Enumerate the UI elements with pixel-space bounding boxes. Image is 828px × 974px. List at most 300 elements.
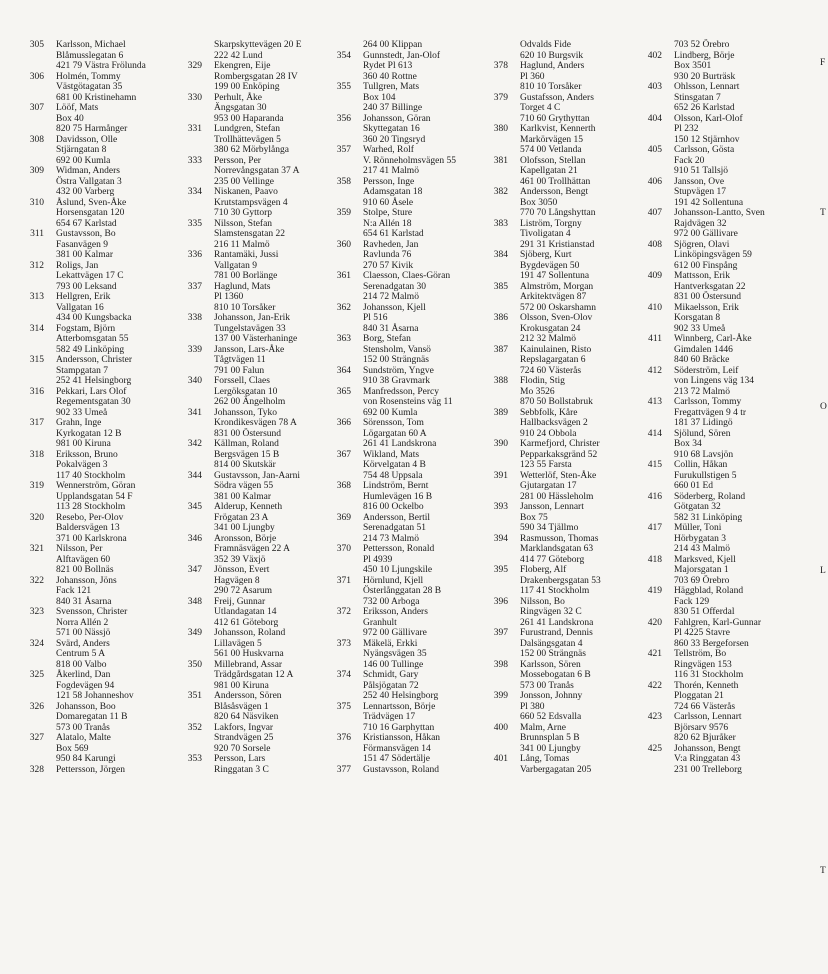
entry-street-address: Utlandagatan 14	[214, 607, 277, 617]
entry-street-address: Dalsängsgatan 4	[520, 638, 583, 649]
entry-postal-address: 572 00 Oskarshamn	[520, 302, 596, 313]
entry-name: Persson, Per	[214, 155, 261, 166]
continued-entry	[640, 40, 790, 51]
entry-number: 376	[336, 733, 351, 743]
directory-entry	[22, 166, 172, 198]
entry-number: 368	[336, 481, 351, 491]
directory-entry	[329, 114, 479, 146]
entry-name: Carlsson, Lennart	[674, 712, 742, 722]
entry-name: Johansson, Jöns	[56, 575, 117, 586]
entry-name: Lennartsson, Börje	[363, 701, 436, 712]
entry-name: Andersson, Sören	[214, 691, 282, 701]
entry-number: 385	[493, 281, 508, 292]
entry-postal-address: 235 00 Vellinge	[214, 176, 274, 187]
entry-postal-address: 461 00 Trollhättan	[520, 176, 591, 187]
entry-postal-address: 261 41 Landskrona	[520, 617, 594, 628]
directory-entry	[486, 124, 636, 156]
entry-street-address: Rombergsgatan 28 IV	[214, 71, 298, 82]
entry-name: Flodin, Stig	[520, 376, 565, 386]
entry-number: 383	[493, 218, 508, 229]
entry-name: Gustavsson, Bo	[56, 229, 116, 239]
entry-number: 339	[187, 344, 202, 355]
entry-number: 403	[647, 82, 662, 92]
directory-entry	[329, 702, 479, 734]
entry-postal-address: 710 60 Grythyttan	[520, 113, 590, 124]
directory-entry	[640, 114, 790, 146]
entry-number: 319	[29, 481, 44, 491]
entry-postal-address: 270 57 Kivik	[363, 260, 414, 271]
entry-name: Furustrand, Dennis	[520, 628, 593, 638]
entry-name: Åslund, Sven-Åke	[56, 197, 127, 208]
directory-entry	[22, 576, 172, 608]
entry-number: 358	[336, 176, 351, 187]
directory-entry	[640, 460, 790, 492]
entry-postal-address: 261 41 Landskrona	[363, 439, 437, 449]
entry-postal-address: 820 64 Näsviken	[214, 712, 279, 722]
entry-name: Wikland, Mats	[363, 449, 420, 460]
entry-postal-address: 121 58 Johanneshov	[56, 691, 134, 701]
directory-entry	[486, 219, 636, 251]
entry-postal-address: 972 00 Gällivare	[363, 628, 427, 638]
entry-number: 317	[29, 418, 44, 428]
entry-name: Eriksson, Bruno	[56, 449, 118, 460]
entry-street-address: Adamsgatan 18	[363, 187, 423, 197]
entry-number: 398	[493, 659, 508, 670]
entry-street-address: Brunnsplan 5 B	[520, 733, 580, 743]
entry-postal-address: 981 00 Kiruna	[214, 680, 269, 691]
directory-entry	[486, 691, 636, 723]
entry-name: Andersson, Bertil	[363, 512, 431, 523]
directory-entry	[180, 187, 330, 219]
entry-name: Collin, Håkan	[674, 460, 728, 470]
entry-street-address: Blåmusslegatan 6	[56, 50, 124, 61]
entry-name: Olsson, Karl-Olof	[674, 113, 743, 124]
directory-entry	[486, 187, 636, 219]
directory-entry	[180, 282, 330, 314]
directory-entry	[180, 565, 330, 597]
entry-street-address: Pl 380	[520, 701, 545, 712]
entry-name: Borg, Stefan	[363, 334, 411, 344]
directory-entry	[640, 82, 790, 114]
entry-postal-address: 290 72 Asarum	[214, 586, 273, 596]
entry-number: 417	[647, 523, 662, 533]
entry-street-address: Norra Allén 2	[56, 617, 109, 628]
entry-postal-address: 561 00 Huskvarna	[214, 649, 284, 659]
entry-postal-address: 910 51 Tallsjö	[674, 166, 729, 176]
entry-number: 324	[29, 638, 44, 649]
directory-entry	[640, 523, 790, 555]
entry-number: 331	[187, 124, 202, 134]
directory-entry	[180, 597, 330, 629]
entry-street-address: Skyttegatan 16	[363, 124, 420, 134]
entry-street-address: Humlevägen 16 B	[363, 491, 433, 502]
entry-name: Källman, Roland	[214, 439, 279, 449]
entry-number: 344	[187, 470, 202, 481]
entry-number: 342	[187, 439, 202, 449]
directory-entry	[486, 313, 636, 345]
directory-entry	[640, 429, 790, 461]
entry-number: 412	[647, 365, 662, 376]
entry-name: Johansson, Bengt	[674, 743, 741, 754]
entry-name: Lindberg, Börje	[674, 50, 735, 61]
entry-postal-address: 930 20 Burträsk	[674, 71, 736, 82]
entry-street-address: Pokalvägen 3	[56, 460, 108, 470]
entry-street-address: Serenadgatan 51	[363, 523, 427, 533]
entry-name: Gustavsson, Roland	[363, 764, 439, 775]
entry-postal-address: 710 16 Garphyttan	[363, 722, 435, 733]
entry-postal-address: 214 73 Malmö	[363, 533, 419, 544]
entry-postal-address: 123 55 Farsta	[520, 460, 572, 470]
entry-street-address: Domaregatan 11 B	[56, 712, 128, 722]
entry-street-address: Horsensgatan 120	[56, 208, 125, 218]
entry-line: Skarpskyttevägen 20 E	[214, 40, 302, 50]
entry-name: Resebo, Per-Olov	[56, 512, 124, 523]
entry-street-address: Trädvägen 17	[363, 712, 416, 722]
entry-street-address: Box 3501	[674, 61, 712, 71]
entry-name: Rasmusson, Thomas	[520, 533, 599, 544]
entry-street-address: Marklandsgatan 63	[520, 544, 594, 554]
entry-street-address: Hantverksgatan 22	[674, 281, 746, 292]
entry-postal-address: 421 79 Västra Frölunda	[56, 61, 146, 71]
entry-street-address: Drakenbergsgatan 53	[520, 575, 601, 586]
entry-name: Lindström, Bernt	[363, 481, 429, 491]
entry-name: Fahlgren, Karl-Gunnar	[674, 617, 762, 628]
entry-street-address: Norrevångsgatan 37 A	[214, 166, 300, 176]
entry-postal-address: 840 60 Bräcke	[674, 355, 730, 365]
entry-name: Ekengren, Eije	[214, 61, 271, 71]
edge-fragment: T	[820, 208, 826, 218]
directory-entry	[329, 513, 479, 545]
entry-postal-address: 113 28 Stockholm	[56, 502, 126, 512]
entry-name: Karlkvist, Kennerth	[520, 124, 596, 134]
entry-number: 309	[29, 166, 44, 176]
entry-number: 336	[187, 250, 202, 260]
directory-entry	[180, 250, 330, 282]
entry-name: Johansson, Tyko	[214, 407, 278, 418]
directory-entry	[486, 93, 636, 125]
entry-number: 397	[493, 628, 508, 638]
entry-name: Söderström, Leif	[674, 365, 739, 376]
entry-street-address: Centrum 5 A	[56, 649, 106, 659]
entry-name: Liström, Torgny	[520, 218, 582, 229]
entry-number: 347	[187, 565, 202, 575]
entry-number: 382	[493, 187, 508, 197]
entry-number: 406	[647, 176, 662, 187]
directory-entry	[486, 156, 636, 188]
entry-street-address: Box 40	[56, 113, 84, 124]
entry-postal-address: 810 10 Torsåker	[214, 302, 276, 313]
directory-entry	[329, 733, 479, 765]
entry-name: Grahn, Inge	[56, 418, 102, 428]
entry-name: Johansson, Boo	[56, 701, 116, 712]
entry-street-address: Lögargatan 60 A	[363, 428, 427, 439]
entry-number: 310	[29, 197, 44, 208]
continued-entry	[329, 40, 479, 51]
entry-name: Müller, Toni	[674, 523, 722, 533]
entry-name: Mikaelsson, Erik	[674, 302, 739, 313]
entry-postal-address: 291 31 Kristianstad	[520, 239, 595, 250]
entry-postal-address: 191 42 Sollentuna	[674, 197, 744, 208]
entry-number: 334	[187, 187, 202, 197]
entry-name: Olofsson, Stellan	[520, 155, 586, 166]
entry-postal-address: 450 10 Ljungskile	[363, 565, 433, 575]
directory-entry	[22, 418, 172, 450]
entry-name: Warhed, Rolf	[363, 145, 414, 155]
directory-entry	[22, 513, 172, 545]
entry-name: Marksved, Kjell	[674, 554, 736, 565]
entry-number: 405	[647, 145, 662, 155]
entry-street-address: Pepparkaksgränd 52	[520, 449, 598, 460]
entry-number: 404	[647, 113, 662, 124]
entry-number: 330	[187, 92, 202, 103]
entry-street-address: Bygdevägen 50	[520, 260, 580, 271]
entry-street-address: Körvelgatan 4 B	[363, 460, 426, 470]
entry-street-address: Gjutargatan 17	[520, 481, 577, 491]
entry-name: Thorén, Kenneth	[674, 680, 739, 691]
entry-number: 321	[29, 544, 44, 554]
entry-number: 345	[187, 502, 202, 512]
directory-entry	[329, 51, 479, 83]
entry-street-address: von Rosensteins väg 11	[363, 397, 453, 407]
entry-number: 375	[336, 701, 351, 712]
entry-street-address: Baldersvägen 13	[56, 523, 120, 533]
entry-postal-address: 214 43 Malmö	[674, 544, 730, 554]
entry-line: 703 52 Örebro	[674, 40, 730, 50]
directory-entry	[22, 292, 172, 324]
entry-postal-address: 681 00 Kristinehamn	[56, 92, 137, 103]
entry-number: 352	[187, 722, 202, 733]
entry-number: 325	[29, 670, 44, 680]
entry-name: Jansson, Lennart	[520, 502, 584, 512]
entry-name: Häggblad, Roland	[674, 586, 744, 596]
entry-name: Freij, Gunnar	[214, 596, 266, 607]
entry-number: 307	[29, 103, 44, 113]
entry-street-address: Stinsgatan 7	[674, 92, 721, 103]
entry-number: 410	[647, 302, 662, 313]
entry-number: 305	[29, 40, 44, 50]
entry-street-address: von Lingens väg 134	[674, 376, 754, 386]
directory-entry	[329, 366, 479, 387]
entry-street-address: Bergsvägen 15 B	[214, 449, 280, 460]
directory-entry	[22, 40, 172, 72]
entry-number: 413	[647, 397, 662, 407]
directory-entry	[329, 82, 479, 114]
entry-number: 387	[493, 344, 508, 355]
entry-postal-address: 574 00 Vetlanda	[520, 145, 582, 155]
entry-street-address: Box 3050	[520, 197, 558, 208]
entry-postal-address: 582 49 Linköping	[56, 344, 125, 355]
entry-name: Manfredsson, Percy	[363, 386, 439, 397]
directory-entry	[329, 334, 479, 366]
directory-entry	[22, 607, 172, 639]
continued-entry	[180, 40, 330, 61]
entry-postal-address: 910 38 Gravmark	[363, 376, 431, 386]
entry-number: 311	[30, 229, 44, 239]
entry-postal-address: 341 00 Ljungby	[520, 743, 581, 754]
entry-postal-address: 240 37 Billinge	[363, 103, 423, 113]
entry-number: 415	[647, 460, 662, 470]
entry-street-address: Pl 4939	[363, 554, 393, 565]
entry-postal-address: 870 50 Bollstabruk	[520, 397, 593, 407]
entry-street-address: Stampgatan 7	[56, 365, 108, 376]
directory-entry	[180, 376, 330, 408]
entry-name: Lakfors, Ingvar	[214, 722, 274, 733]
directory-entry	[640, 240, 790, 272]
column-4	[486, 40, 636, 775]
entry-number: 370	[336, 544, 351, 554]
entry-number: 357	[336, 145, 351, 155]
entry-street-address: Krokusgatan 24	[520, 323, 581, 334]
entry-number: 366	[336, 418, 351, 428]
entry-name: Gunnstedt, Jan-Olof	[363, 50, 441, 61]
entry-postal-address: 920 70 Sorsele	[214, 743, 271, 754]
entry-name: Sjögren, Olavi	[674, 239, 730, 250]
entry-number: 390	[493, 439, 508, 449]
entry-name: Johansson, Jan-Erik	[214, 313, 290, 323]
entry-name: Persson, Inge	[363, 176, 415, 187]
entry-name: Gustavsson, Jan-Aarni	[214, 470, 301, 481]
entry-postal-address: 770 70 Långshyttan	[520, 208, 596, 218]
entry-street-address: Ringvägen 153	[674, 659, 732, 670]
directory-entry	[329, 208, 479, 240]
directory-entry	[22, 387, 172, 419]
entry-name: Hörnlund, Kjell	[363, 575, 424, 586]
directory-entry	[22, 135, 172, 167]
entry-name: Persson, Lars	[214, 754, 266, 764]
entry-street-address: Rajdvägen 32	[674, 218, 727, 229]
entry-number: 354	[336, 50, 351, 61]
entry-street-address: Strandvägen 25	[214, 733, 274, 743]
entry-postal-address: 216 11 Malmö	[214, 239, 270, 250]
entry-postal-address: 116 31 Stockholm	[674, 670, 744, 680]
entry-number: 420	[647, 617, 662, 628]
entry-line: Odvalds Fide	[520, 40, 571, 50]
directory-entry	[486, 345, 636, 377]
entry-number: 381	[493, 155, 508, 166]
directory-entry	[329, 544, 479, 576]
entry-number: 364	[336, 365, 351, 376]
directory-entry	[180, 691, 330, 723]
entry-postal-address: 612 00 Finspång	[674, 260, 738, 271]
entry-street-address: Stupvägen 17	[674, 187, 726, 197]
entry-postal-address: 214 72 Malmö	[363, 292, 419, 302]
entry-street-address: Fack 20	[674, 155, 705, 166]
directory-entry	[640, 51, 790, 83]
entry-number: 374	[336, 670, 351, 680]
entry-number: 400	[493, 722, 508, 733]
entry-postal-address: 212 32 Malmö	[520, 334, 576, 344]
entry-number: 402	[647, 50, 662, 61]
entry-name: Pettersson, Jörgen	[56, 764, 125, 775]
entry-name: Andersson, Christer	[56, 355, 132, 365]
entry-street-address: Fack 121	[56, 586, 92, 596]
entry-street-address: Torget 4 C	[520, 103, 561, 113]
directory-entry	[486, 282, 636, 314]
entry-name: Nilsson, Per	[56, 544, 103, 554]
entry-street-address: N:a Allén 18	[363, 218, 412, 229]
entry-number: 416	[647, 491, 662, 502]
entry-name: Haglund, Mats	[214, 281, 271, 292]
entry-name: Perhult, Åke	[214, 92, 263, 103]
entry-name: Carlsson, Tommy	[674, 397, 742, 407]
entry-street-address: Trädgårdsgatan 12 A	[214, 670, 294, 680]
entry-street-address: Ravlunda 76	[363, 250, 412, 260]
entry-name: Eriksson, Anders	[363, 607, 428, 617]
column-5	[640, 40, 790, 775]
entry-number: 421	[647, 649, 662, 659]
entry-street-address: Ringvägen 32 C	[520, 607, 582, 617]
entry-postal-address: 860 33 Bergeforsen	[674, 638, 749, 649]
entry-postal-address: 434 00 Kungsbacka	[56, 313, 132, 323]
entry-postal-address: 902 33 Umeå	[674, 323, 726, 334]
entry-number: 379	[493, 92, 508, 103]
entry-name: Alatalo, Malte	[56, 733, 111, 743]
edge-fragment: L	[820, 566, 826, 576]
directory-entry	[180, 502, 330, 534]
entry-number: 384	[493, 250, 508, 260]
entry-number: 380	[493, 124, 508, 134]
directory-entry	[180, 439, 330, 471]
entry-postal-address: 582 31 Linköping	[674, 512, 743, 523]
entry-number: 394	[493, 533, 508, 544]
entry-street-address: Lekattvägen 17 C	[56, 271, 124, 281]
entry-number: 353	[187, 754, 202, 764]
entry-postal-address: 381 00 Kalmar	[214, 491, 271, 502]
entry-street-address: Mo 3526	[520, 386, 555, 397]
entry-postal-address: 820 62 Bjuråker	[674, 733, 736, 743]
entry-street-address: Nyängsvägen 35	[363, 649, 427, 659]
entry-street-address: Mossebogatan 6 B	[520, 670, 591, 680]
entry-name: Jonsson, Johnny	[520, 691, 583, 701]
entry-name: Nilsson, Bo	[520, 596, 565, 607]
directory-entry	[22, 733, 172, 765]
entry-name: Lång, Tomas	[520, 754, 570, 764]
entry-postal-address: 902 33 Umeå	[56, 407, 108, 418]
entry-postal-address: 217 41 Malmö	[363, 166, 419, 176]
entry-number: 322	[29, 575, 44, 586]
entry-number: 369	[336, 512, 351, 523]
directory-entry	[329, 639, 479, 671]
entry-number: 338	[187, 313, 202, 323]
directory-entry	[22, 765, 172, 776]
entry-street-address: Vallgatan 9	[214, 260, 258, 271]
entry-number: 425	[647, 743, 662, 754]
directory-entry	[486, 723, 636, 755]
entry-number: 337	[187, 281, 202, 292]
entry-postal-address: 821 00 Bollnäs	[56, 565, 114, 575]
entry-postal-address: 181 37 Lidingö	[674, 418, 733, 428]
entry-street-address: Pl 516	[363, 313, 388, 323]
directory-entry	[640, 649, 790, 681]
entry-street-address: Krondikesvägen 78 A	[214, 418, 297, 428]
entry-name: Stolpe, Sture	[363, 208, 413, 218]
entry-street-address: Tågtvägen 11	[214, 355, 266, 365]
entry-number: 419	[647, 586, 662, 596]
directory-entry	[329, 303, 479, 335]
entry-name: Haglund, Anders	[520, 61, 585, 71]
entry-name: Holmén, Tommy	[56, 71, 121, 82]
entry-number: 350	[187, 659, 202, 670]
entry-street-address: Regementsgatan 30	[56, 397, 131, 407]
entry-street-address: Östra Vallgatan 3	[56, 176, 122, 187]
entry-number: 372	[336, 607, 351, 617]
entry-number: 423	[647, 712, 662, 722]
entry-street-address: Ängsgatan 30	[214, 103, 267, 113]
entry-postal-address: 692 00 Kumla	[363, 407, 418, 418]
entry-street-address: Krutstampsvägen 4	[214, 197, 288, 208]
directory-entry	[486, 502, 636, 534]
entry-postal-address: 724 66 Västerås	[674, 701, 736, 712]
